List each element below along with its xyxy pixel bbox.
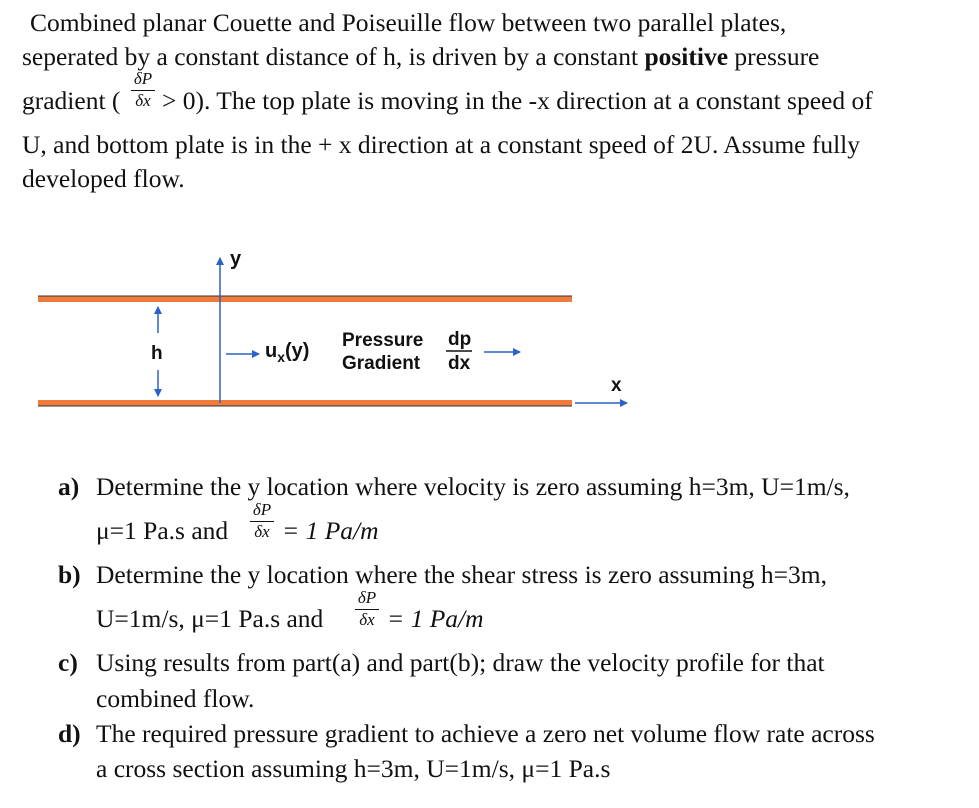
intro-line-5: developed flow. [22,164,185,193]
dx-label: dx [448,353,471,374]
y-axis-label: y [230,248,242,270]
intro-frac-num: δP [133,69,153,88]
question-b-label: b) [58,560,81,589]
intro-line-1: Combined planar Couette and Poiseuille flow between two parallel plates, [30,8,787,37]
question-d-line-2: a cross section assuming h=3m, U=1m/s, μ=1 Pa.s [96,754,611,783]
positive-emphasis: positive [644,42,729,71]
gradient-label: Gradient [342,353,421,374]
question-a-line-1: Determine the y location where velocity is zero assuming h=3m, U=1m/s, [96,472,850,501]
question-a-label: a) [58,472,80,501]
intro-line-2-b: pressure [734,42,820,71]
question-d-line-1: The required pressure gradient to achieve a zero net volume flow rate across [96,719,875,748]
question-b-frac-num: δP [357,588,377,607]
question-b-line-1: Determine the y location where the shear stress is zero assuming h=3m, [96,560,828,589]
question-c-line-2: combined flow. [96,684,255,713]
question-a-equation: = 1 Pa/m [282,516,379,545]
question-d-label: d) [58,719,81,748]
pressure-label: Pressure [342,330,424,351]
ux-sub: x [277,349,286,365]
question-a-frac-num: δP [252,500,272,519]
dp-label: dp [448,329,472,350]
question-c-label: c) [58,648,78,677]
intro-frac-den: δx [135,91,151,110]
ux-arg: (y) [285,340,310,362]
intro-line-3a: gradient ( [22,86,121,115]
x-axis-label: x [611,375,622,396]
question-b-line-2: U=1m/s, μ=1 Pa.s and [96,604,324,633]
question-b-equation: = 1 Pa/m [387,604,484,633]
ux-label [265,340,309,365]
intro-line-2-a: seperated by a constant distance of h, is driven by a constant [22,42,639,71]
question-a-frac-den: δx [254,522,270,541]
intro-line-4: U, and bottom plate is in the + x direction at a constant speed of 2U. Assume fully [22,130,861,159]
flow-diagram [0,230,700,430]
ux-u: u [265,340,278,362]
question-c-line-1: Using results from part(a) and part(b); draw the velocity profile for that [96,648,825,677]
h-label: h [151,343,163,364]
question-a-line-2: μ=1 Pa.s and [96,516,229,545]
question-b-frac-den: δx [359,610,375,629]
intro-line-3b: > 0). The top plate is moving in the -x direction at a constant speed of [162,86,873,115]
